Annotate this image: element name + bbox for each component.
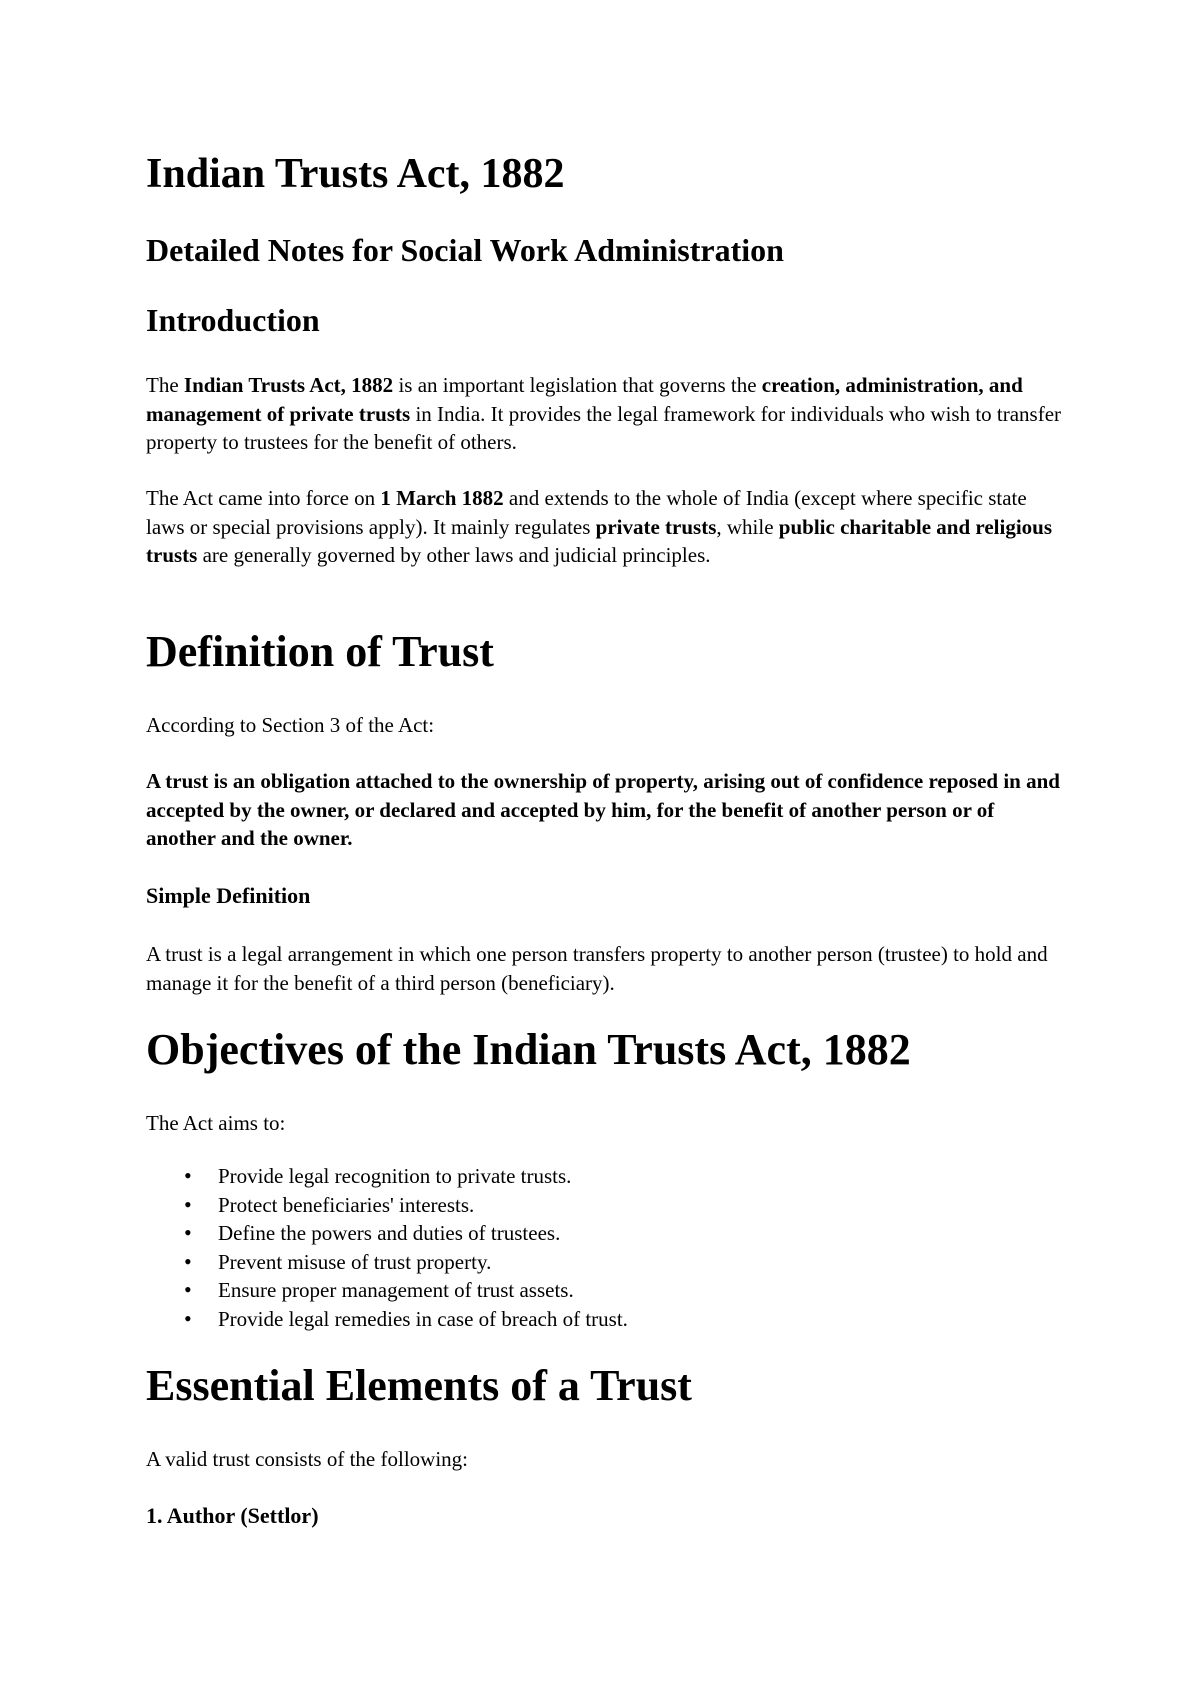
- list-item: • Define the powers and duties of trustees.: [184, 1219, 628, 1248]
- objectives-intro: The Act aims to:: [146, 1111, 286, 1135]
- simple-definition-text: A trust is a legal arrangement in which one person transfers property to another person (trustee) to hold and manage it for the benefit of a third person (beneficiary).: [146, 942, 1048, 995]
- list-item: • Provide legal remedies in case of breach of trust.: [184, 1305, 628, 1334]
- elements-intro: A valid trust consists of the following:: [146, 1447, 468, 1471]
- simple-definition-heading: Simple Definition: [146, 883, 311, 908]
- list-item: • Protect beneficiaries' interests.: [184, 1191, 628, 1220]
- author-settlor-heading: 1. Author (Settlor): [146, 1503, 319, 1528]
- list-item: • Prevent misuse of trust property.: [184, 1248, 628, 1277]
- introduction-paragraph-2: The Act came into force on 1 March 1882 and extends to the whole of India (except where specific state laws or special provisions apply). It mainly regulates private trusts, while public charitable and religious trusts are generally governed by other laws and judicial principles.: [146, 486, 1053, 567]
- document-title: Indian Trusts Act, 1882: [146, 151, 565, 197]
- objectives-heading: Objectives of the Indian Trusts Act, 1882: [146, 1025, 911, 1074]
- definition-heading: Definition of Trust: [146, 627, 494, 676]
- list-item: • Provide legal recognition to private trusts.: [184, 1162, 628, 1191]
- introduction-paragraph-1: The Indian Trusts Act, 1882 is an important legislation that governs the creation, administration, and management of private trusts in India. It provides the legal framework for individuals who wish to transfer property to trustees for the benefit of others.: [146, 373, 1062, 454]
- definition-intro: According to Section 3 of the Act:: [146, 713, 435, 737]
- list-item: • Ensure proper management of trust assets.: [184, 1276, 628, 1305]
- objectives-list: [184, 1162, 628, 1333]
- document-subtitle: Detailed Notes for Social Work Administration: [146, 232, 784, 268]
- elements-heading: Essential Elements of a Trust: [146, 1361, 692, 1410]
- legal-definition: A trust is an obligation attached to the ownership of property, arising out of confidence reposed in and accepted by the owner, or declared and accepted by him, for the benefit of another person or of another and the owner.: [146, 769, 1060, 850]
- introduction-heading: Introduction: [146, 302, 320, 338]
